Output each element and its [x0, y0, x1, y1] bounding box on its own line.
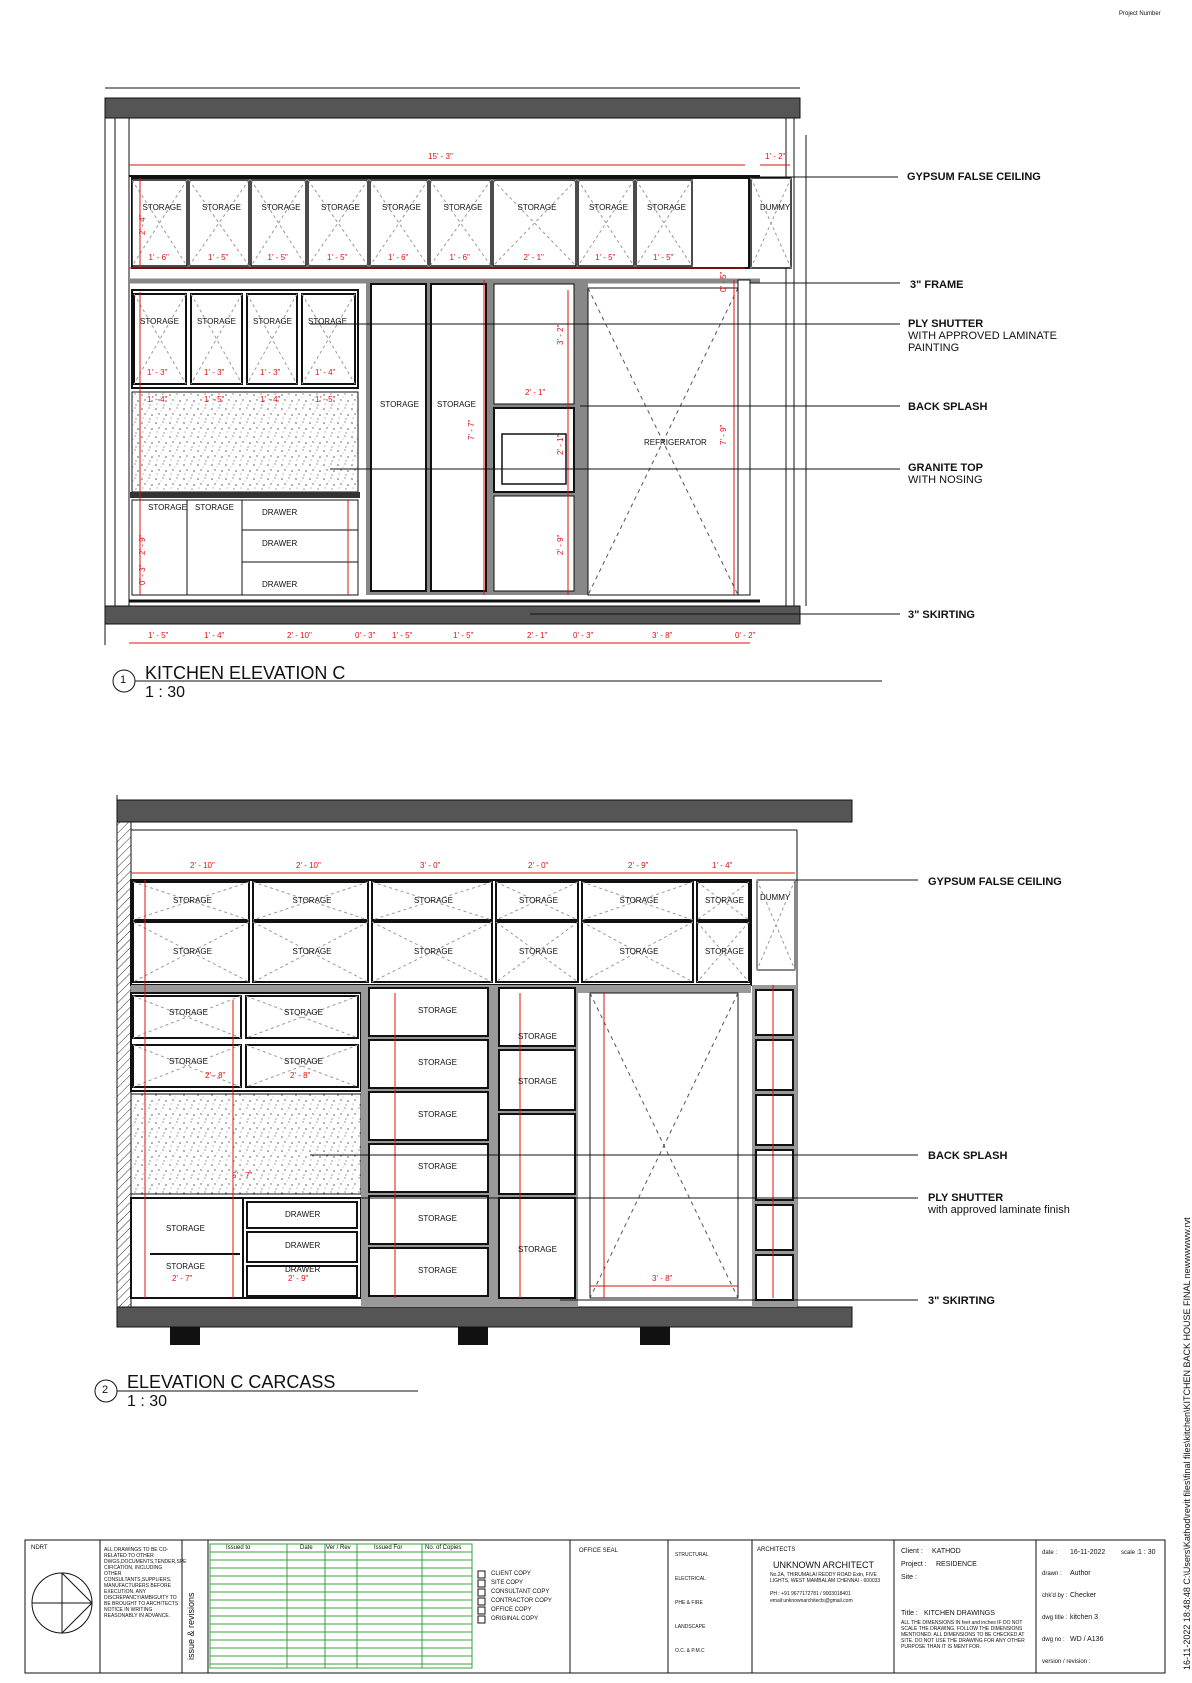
project-number-label: Project Number — [1119, 11, 1161, 17]
e1-tall-storage-2: STORAGE — [437, 400, 476, 409]
e1-splash-dim: 1' - 4" — [147, 395, 168, 404]
e1-base-storage-2: STORAGE — [195, 503, 234, 512]
e2-splash-dim: 5' - 7" — [232, 1171, 253, 1180]
rev-header-issued-to: Issued to — [226, 1545, 251, 1551]
e1-dummy-label: DUMMY — [760, 203, 791, 212]
e2-upper-storage-label: STORAGE — [519, 896, 558, 905]
e1-bottom-dim: 0' - 3" — [355, 631, 376, 640]
elevation-1 — [105, 88, 900, 645]
e1-upper-storage-label: STORAGE — [202, 203, 241, 212]
e2-upper-storage-label: STORAGE — [619, 896, 659, 905]
e1-upper-dim: 2' - 1" — [523, 253, 544, 262]
e1-upper-dim: 1' - 5" — [653, 253, 674, 262]
dwg-no-label: dwg no : — [1042, 1637, 1065, 1643]
e1-number: 1 — [120, 674, 127, 686]
e2-upper-storage-label: STORAGE — [292, 947, 332, 956]
e2-wall-box — [246, 996, 358, 1038]
e1-bottom-dim: 0' - 3" — [573, 631, 594, 640]
dimension-disclaimer: ALL THE DIMENSIONS IN feet and inches IF DO NOT SCALE THE DRAWING. FOLLOW THE DIMENSIONS MENTIONED. ALL DIMENSIONS TO BE CHECKED AT SITE. DO NOT USE THE DRAWING FOR ANY OTHER PURPOSE THAN IT IS MENT FOR. — [901, 1620, 1025, 1650]
checked-value: Checker — [1070, 1592, 1097, 1599]
e2-top-dim: 2' - 10" — [296, 861, 321, 870]
e1-bottom-dim: 1' - 5" — [453, 631, 474, 640]
e2-upper-storage-label: STORAGE — [414, 947, 453, 956]
e1-upper-dim: 1' - 5" — [327, 253, 348, 262]
e2-callout-gypsum: GYPSUM FALSE CEILING — [928, 876, 1062, 888]
fridge-carcass — [590, 993, 738, 1298]
e2-fridge-dim: 3' - 8" — [652, 1274, 673, 1283]
architect-email: email:unknownarchitects@gmail.com — [770, 1598, 853, 1604]
e2-tall-storage-label: STORAGE — [418, 1058, 457, 1067]
title-label: Title : — [901, 1610, 918, 1617]
e1-upper-storage-label: STORAGE — [321, 203, 360, 212]
e1-vertical-dim: 3' - 2" — [556, 324, 565, 345]
e1-refrigerator-label: REFRIGERATOR — [644, 438, 707, 447]
checked-label: chk'd by : — [1042, 1593, 1068, 1599]
e2-wall-storage-label: STORAGE — [169, 1008, 208, 1017]
architects-label: ARCHITECTS — [757, 1547, 796, 1553]
e2-drawer-2: DRAWER — [285, 1241, 321, 1250]
e1-callout-skirting: 3" SKIRTING — [908, 609, 975, 621]
e2-tall-storage-label: STORAGE — [418, 1214, 457, 1223]
date-value: 16-11-2022 — [1070, 1549, 1106, 1556]
e2-tall-storage-label: STORAGE — [418, 1110, 457, 1119]
e2-wall-storage-label: STORAGE — [284, 1057, 323, 1066]
wall-carcass — [131, 993, 361, 1091]
consultant-label: LANDSCAPE — [675, 1624, 706, 1630]
title-value: KITCHEN DRAWINGS — [924, 1610, 995, 1617]
e2-upper-storage-label: STORAGE — [173, 896, 212, 905]
e1-splash-dim: 1' - 5" — [315, 395, 336, 404]
upper-carcass — [131, 880, 795, 985]
ndrt-label: NDRT — [31, 1545, 48, 1551]
e1-vertical-dim: 0' - 5" — [719, 271, 728, 292]
project-label: Project : — [901, 1561, 927, 1568]
e2-upper-storage-label: STORAGE — [519, 947, 558, 956]
e1-bottom-dim: 2' - 10" — [287, 631, 312, 640]
e1-upper-storage-label: STORAGE — [647, 203, 686, 212]
e2-callout-skirting: 3" SKIRTING — [928, 1295, 995, 1307]
e2-upper-storage-label: STORAGE — [705, 896, 744, 905]
scale-value: 1 : 30 — [1138, 1549, 1156, 1556]
e2-tall-storage-label: STORAGE — [418, 1006, 457, 1015]
base-carcass — [131, 1198, 361, 1298]
e1-wall-dim: 1' - 3" — [260, 368, 281, 377]
e1-callout-ply-shutter: PLY SHUTTER WITH APPROVED LAMINATE PAINTING — [908, 318, 1057, 354]
file-path-side: 16-11-2022 18:48:48 C:\Users\Kathod\revit files\final files\kitchen\KITCHEN BACK HOUSE FINAL newwwwww.rvt — [1182, 1217, 1192, 1670]
e1-upper-dim: 1' - 6" — [449, 253, 470, 262]
e1-upper-dim: 1' - 5" — [267, 253, 288, 262]
e2-callout-back-splash: BACK SPLASH — [928, 1150, 1008, 1162]
architect-contact: PH : +91 9677172781 / 9003018401 — [770, 1591, 851, 1597]
rev-header-date: Date — [300, 1545, 313, 1551]
general-notes: ALL DRAWINGS TO BE CO-RELATED TO OTHER DWGS,DOCUMENTS,TENDER,SPE CIFICATION, INCLUDING OTHER CONSULTANTS,SUPPLIERS, MANUFACTURERS BEFORE EXECUTION. ANY DISCREPANCY/AMBIGUITY TO BE BROUGHT TO ARCHITECTS NOTICE IN WRITING REASONABLY IN ADVANCE. — [104, 1547, 187, 1619]
e1-wall-storage-label: STORAGE — [140, 317, 179, 326]
e1-upper-dim: 1' - 5" — [595, 253, 616, 262]
e2-scale: 1 : 30 — [127, 1393, 168, 1410]
architect-address: No.2A, THIRUMALAI REDDY ROAD Extn, FIVE LIGHTS, WEST MAMBALAM CHENNAI - 600033 — [770, 1572, 881, 1584]
e1-vertical-dim: 2' - 4" — [138, 214, 147, 235]
rev-header-copies: No. of Copies — [425, 1545, 462, 1551]
e2-wall-storage-label: STORAGE — [169, 1057, 208, 1066]
e1-upper-storage-label: STORAGE — [261, 203, 301, 212]
e1-callout-granite: GRANITE TOP WITH NOSING — [908, 462, 983, 486]
e2-upper-storage-label: STORAGE — [173, 947, 212, 956]
e2-top-dim: 3' - 0" — [420, 861, 441, 870]
consultant-label: STRUCTURAL — [675, 1552, 709, 1558]
e1-bottom-dim: 3' - 8" — [652, 631, 673, 640]
copy-label: ORIGINAL COPY — [491, 1616, 539, 1622]
e1-bottom-dim: 1' - 5" — [148, 631, 169, 640]
copy-label: SITE COPY — [491, 1580, 524, 1586]
e1-vertical-dim: 2' - 9" — [556, 534, 565, 555]
scale-label: scale : — [1121, 1550, 1139, 1556]
e2-upper-storage-label: STORAGE — [619, 947, 659, 956]
e2-wall-dim-1: 2' - 8" — [205, 1071, 226, 1080]
floor-slab — [105, 606, 800, 624]
e1-wall-storage-label: STORAGE — [308, 317, 347, 326]
dwg-no-value: WD / A136 — [1070, 1636, 1104, 1643]
revisions-label: issue & revisions — [186, 1592, 196, 1660]
revision-grid — [210, 1544, 472, 1668]
e1-wall-storage-label: STORAGE — [253, 317, 292, 326]
e2-callout-ply-shutter: PLY SHUTTER with approved laminate finish — [928, 1192, 1070, 1216]
e1-upper-storage-label: STORAGE — [443, 203, 483, 212]
ceiling-slab-2 — [117, 800, 852, 822]
project-value: RESIDENCE — [936, 1561, 977, 1568]
e1-upper-dim: 1' - 6" — [388, 253, 409, 262]
e2-tall-storage-label: STORAGE — [418, 1162, 457, 1171]
e1-bottom-dim: 0' - 2" — [735, 631, 756, 640]
e2-base-storage-1: STORAGE — [166, 1224, 205, 1233]
e2-upper-storage-label: STORAGE — [292, 896, 332, 905]
copy-label: OFFICE COPY — [491, 1607, 532, 1613]
e1-title: KITCHEN ELEVATION C — [145, 663, 346, 683]
e2-wall-dim-2: 2' - 8" — [290, 1071, 311, 1080]
e1-upper-dim: 1' - 6" — [148, 253, 169, 262]
title-block-frame — [25, 1540, 1165, 1673]
consultant-label: ELECTRICAL — [675, 1576, 706, 1582]
e1-bottom-dim: 1' - 4" — [204, 631, 225, 640]
e1-upper-storage-label: STORAGE — [382, 203, 421, 212]
e1-upper-storage-label: STORAGE — [589, 203, 628, 212]
e1-vertical-dim: 2' - 9" — [138, 534, 147, 555]
e2-upper-storage-label: STORAGE — [705, 947, 744, 956]
e1-bottom-dim: 2' - 1" — [527, 631, 548, 640]
e1-upper-storage-label: STORAGE — [517, 203, 557, 212]
drawn-value: Author — [1070, 1570, 1091, 1577]
e2-wall-box — [246, 1045, 358, 1087]
e1-right-dim: 1' - 2" — [765, 152, 786, 161]
e1-wall-storage-label: STORAGE — [197, 317, 236, 326]
e2-dummy-label: DUMMY — [760, 893, 791, 902]
e1-vertical-dim: 7' - 7" — [467, 419, 476, 440]
e1-upper-storage-label: STORAGE — [142, 203, 182, 212]
office-seal-label: OFFICE SEAL — [579, 1548, 619, 1554]
e1-scale: 1 : 30 — [145, 684, 186, 701]
e1-vertical-dim: 0' - 3" — [138, 564, 147, 585]
dwg-title-label: dwg title : — [1042, 1615, 1068, 1621]
e1-wall-dim: 1' - 3" — [204, 368, 225, 377]
e1-wall-dim: 1' - 4" — [315, 368, 336, 377]
e2-top-dim: 2' - 9" — [628, 861, 649, 870]
granite-top — [130, 492, 360, 498]
e1-drawer-1: DRAWER — [262, 508, 298, 517]
left-wall — [115, 118, 129, 606]
e1-drawer-2: DRAWER — [262, 539, 298, 548]
rev-header-ver: Ver / Rev — [326, 1545, 351, 1551]
e2-top-dim: 2' - 0" — [528, 861, 549, 870]
e1-base-storage-1: STORAGE — [148, 503, 187, 512]
date-label: date : — [1042, 1550, 1058, 1556]
consultant-label: O.C. & P.M.C — [675, 1648, 705, 1654]
e1-callout-gypsum: GYPSUM FALSE CEILING — [907, 171, 1041, 183]
e1-vertical-dim: 2' - 1" — [556, 434, 565, 455]
e1-bottom-dim: 1' - 5" — [392, 631, 413, 640]
floor-slab-2 — [117, 1307, 852, 1327]
e2-base-dim-1: 2' - 7" — [172, 1274, 193, 1283]
copy-label: CONSULTANT COPY — [491, 1589, 550, 1595]
copy-label: CONTRACTOR COPY — [491, 1598, 552, 1604]
e1-drawer-3: DRAWER — [262, 580, 298, 589]
consultant-label: PHE & FIRE — [675, 1600, 703, 1606]
e2-drawer-1: DRAWER — [285, 1210, 321, 1219]
e2-wall-storage-label: STORAGE — [284, 1008, 323, 1017]
e1-splash-dim: 1' - 5" — [204, 395, 225, 404]
e2-upper-storage-label: STORAGE — [414, 896, 453, 905]
e2-base-storage-2: STORAGE — [166, 1262, 205, 1271]
e1-tall-storage-1: STORAGE — [380, 400, 419, 409]
e2-top-dim: 2' - 10" — [190, 861, 215, 870]
ceiling-slab — [105, 98, 800, 118]
site-label: Site : — [901, 1574, 917, 1581]
e1-callout-back-splash: BACK SPLASH — [908, 401, 988, 413]
copy-checkboxes — [478, 1571, 485, 1623]
e2-drawer-3: DRAWER — [285, 1265, 321, 1274]
e1-wall-dim: 1' - 3" — [147, 368, 168, 377]
e2-number: 2 — [102, 1384, 109, 1396]
client-value: KATHOD — [932, 1548, 961, 1555]
architect-name: UNKNOWN ARCHITECT — [773, 1560, 874, 1570]
e2-title: ELEVATION C CARCASS — [127, 1372, 336, 1392]
back-splash — [132, 392, 358, 492]
e2-top-dim: 1' - 4" — [712, 861, 733, 870]
e1-vertical-dim: 7' - 9" — [719, 424, 728, 445]
e1-upper-dim: 1' - 5" — [208, 253, 229, 262]
e2-oven-storage-3: STORAGE — [518, 1245, 557, 1254]
version-label: version / revision : — [1042, 1659, 1091, 1665]
e2-oven-storage-2: STORAGE — [518, 1077, 557, 1086]
base-cabinets — [132, 500, 358, 595]
e1-callout-frame: 3" FRAME — [910, 279, 964, 291]
right-shelf-column — [752, 985, 797, 1307]
rev-header-issued-for: Issued For — [374, 1545, 403, 1551]
copy-label: CLIENT COPY — [491, 1571, 531, 1577]
drawn-label: drawn : — [1042, 1571, 1062, 1577]
elevation-2 — [117, 795, 918, 1345]
e2-base-dim-2: 2' - 9" — [288, 1274, 309, 1283]
e2-oven-storage-1: STORAGE — [518, 1032, 557, 1041]
e2-tall-storage-label: STORAGE — [418, 1266, 457, 1275]
dwg-title-value: kitchen 3 — [1070, 1614, 1099, 1621]
e1-oven-dim: 2' - 1" — [525, 388, 546, 397]
e1-splash-dim: 1' - 4" — [260, 395, 281, 404]
tall-carcass — [361, 985, 496, 1307]
e1-overall-dim: 15' - 3" — [428, 152, 453, 161]
client-label: Client : — [901, 1548, 923, 1555]
